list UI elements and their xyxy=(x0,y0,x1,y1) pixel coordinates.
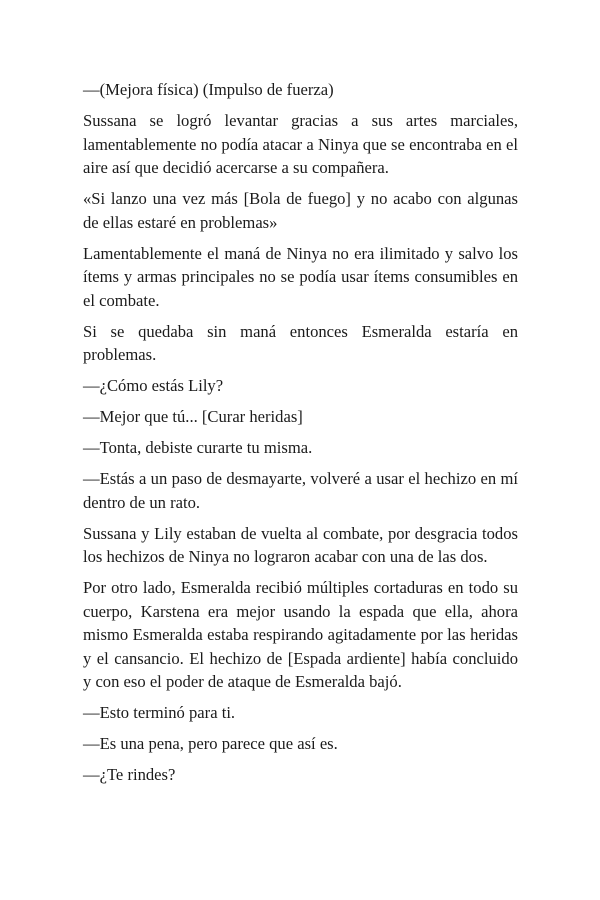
dialogue-line: —Estás a un paso de desmayarte, volveré a usar el hechizo en mí dentro de un rato. xyxy=(83,469,518,512)
book-page xyxy=(83,78,518,787)
dialogue-line: —¿Cómo estás Lily? xyxy=(83,376,224,395)
narrative-paragraph: Lamentablemente el maná de Ninya no era ilimitado y salvo los ítems y armas principales no se podía usar ítems consumibles en el combate. xyxy=(83,243,518,310)
narrative-paragraph: Sussana se logró levantar gracias a sus artes marciales, lamentablemente no podía atacar a Ninya que se encontraba en el aire así que decidió acercarse a su compañera. xyxy=(83,111,518,177)
dialogue-line: —(Mejora física) (Impulso de fuerza) xyxy=(83,80,334,99)
dialogue-line: —Mejor que tú... [Curar heridas] xyxy=(83,407,303,426)
narrative-paragraph: Sussana y Lily estaban de vuelta al combate, por desgracia todos los hechizos de Ninya no lograron acabar con una de las dos. xyxy=(83,523,518,566)
dialogue-line: —Es una pena, pero parece que así es. xyxy=(83,734,338,753)
dialogue-line: —Esto terminó para ti. xyxy=(83,703,236,722)
dialogue-line: —¿Te rindes? xyxy=(83,765,176,784)
narrative-paragraph: Por otro lado, Esmeralda recibió múltiples cortaduras en todo su cuerpo, Karstena era mejor usando la espada que ella, ahora mismo Esmeralda estaba respirando agitadamente por las heridas y el cansancio. El hechizo de [Espada ardiente] había concluido y con eso el poder de ataque de Esmeralda bajó. xyxy=(83,578,518,691)
inner-thought-paragraph: «Si lanzo una vez más [Bola de fuego] y no acabo con algunas de ellas estaré en problemas» xyxy=(83,189,518,232)
dialogue-line: —Tonta, debiste curarte tu misma. xyxy=(83,438,313,457)
narrative-paragraph: Si se quedaba sin maná entonces Esmeralda estaría en problemas. xyxy=(83,321,518,364)
